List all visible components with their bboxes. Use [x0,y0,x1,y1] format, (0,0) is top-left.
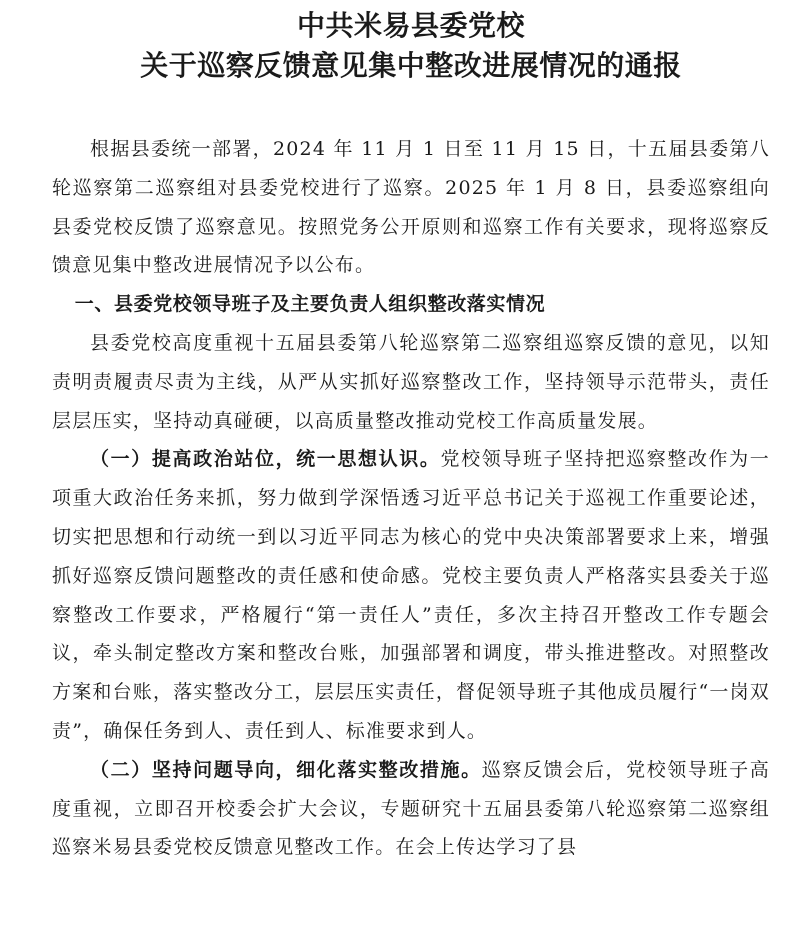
sub2-body: 巡察反馈会后，党校领导班子高度重视，立即召开校委会扩大会议，专题研究十五届县委第八轮巡察第二巡察组巡察米易县委党校反馈意见整改工作。在会上传达学习了县 [52,758,770,859]
section1-heading: 一、县委党校领导班子及主要负责人组织整改落实情况 [74,293,546,316]
document-title-line2: 关于巡察反馈意见集中整改进展情况的通报 [140,49,682,82]
sub1-title: （一）提高政治站位，统一思想认识。 [90,448,441,471]
intro-paragraph: 根据县委统一部署，2024 年 11 月 1 日至 11 月 15 日，十五届县委第八轮巡察第二巡察组对县委党校进行了巡察。2025 年 1 月 8 日，县委巡察组向县委党校反馈了巡察意见。按照党务公开原则和巡察工作有关要求，现将巡察反馈意见集中整改进展情况予以公布。 [52,138,770,277]
document-title-line1: 中共米易县委党校 [296,9,525,42]
sub1-body: 党校领导班子坚持把巡察整改作为一项重大政治任务来抓，努力做到学深悟透习近平总书记关于巡视工作重要论述，切实把思想和行动统一到以习近平同志为核心的党中央决策部署要求上来，增强抓好巡察反馈问题整改的责任感和使命感。党校主要负责人严格落实县委关于巡察整改工作要求，严格履行“第一责任人”责任，多次主持召开整改工作专题会议，牵头制定整改方案和整改台账，加强部署和调度，带头推进整改。对照整改方案和台账，落实整改分工，层层压实责任，督促领导班子其他成员履行“一岗双责”，确保任务到人、责任到人、标准要求到人。 [52,448,770,742]
sub2-title: （二）坚持问题导向，细化落实整改措施。 [90,758,482,781]
section1-paragraph: 县委党校高度重视十五届县委第八轮巡察第二巡察组巡察反馈的意见，以知责明责履责尽责为主线，从严从实抓好巡察整改工作，坚持领导示范带头，责任层层压实，坚持动真碰硬，以高质量整改推动党校工作高质量发展。 [52,331,770,432]
sub1-paragraph [52,440,770,750]
sub2-paragraph [52,751,770,867]
document-title-block [52,6,770,86]
document [52,6,770,867]
